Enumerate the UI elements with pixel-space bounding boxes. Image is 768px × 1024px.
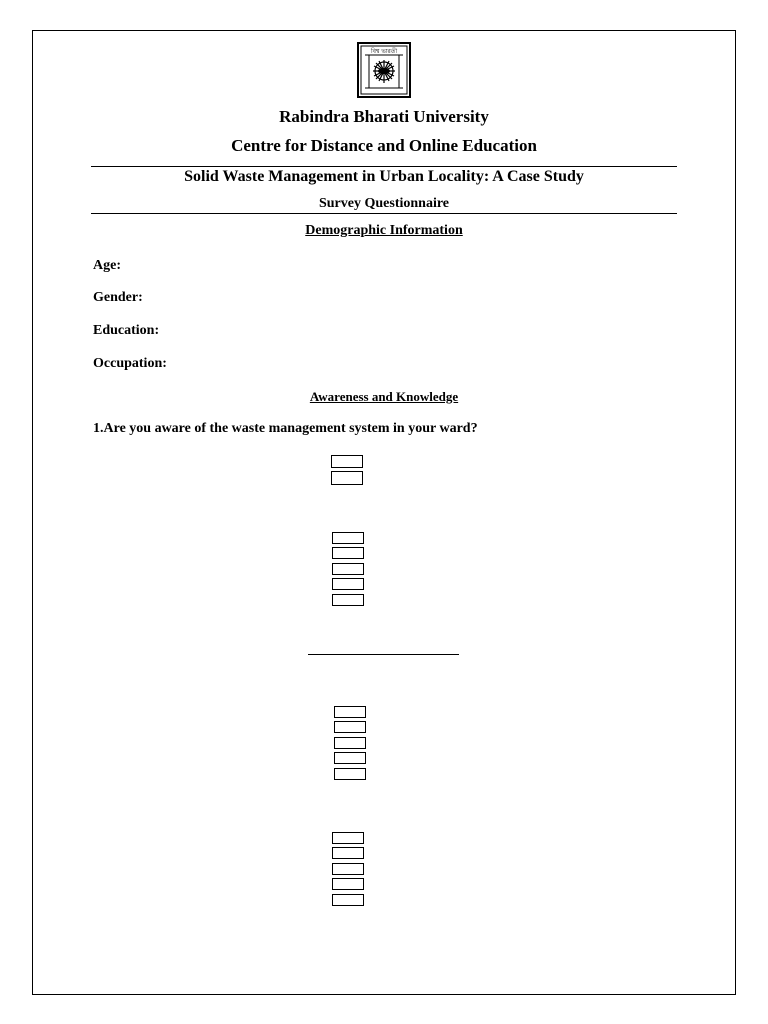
checkbox[interactable]: [332, 563, 364, 575]
university-seal-icon: [357, 42, 411, 98]
checkbox[interactable]: [332, 532, 364, 544]
checkbox[interactable]: [332, 594, 364, 606]
demographics-heading: Demographic Information: [305, 223, 463, 238]
university-name: Rabindra Bharati University: [279, 107, 489, 126]
survey-label: Survey Questionnaire: [318, 196, 450, 211]
checkbox[interactable]: [334, 706, 366, 718]
centre-name: Centre for Distance and Online Education: [231, 136, 537, 155]
age-label: Age:: [93, 258, 121, 273]
question-1: 1.Are you aware of the waste management system in your ward?: [93, 421, 478, 436]
checkbox[interactable]: [331, 455, 363, 468]
divider-top: [91, 166, 677, 167]
checkbox[interactable]: [331, 471, 363, 485]
checkbox[interactable]: [332, 847, 364, 859]
gender-label: Gender:: [93, 290, 143, 305]
checkbox[interactable]: [334, 752, 366, 764]
checkbox[interactable]: [332, 578, 364, 590]
divider-bottom: [91, 213, 677, 214]
awareness-heading: Awareness and Knowledge: [309, 389, 459, 404]
occupation-label: Occupation:: [93, 356, 167, 371]
checkbox[interactable]: [332, 863, 364, 875]
checkbox[interactable]: [332, 547, 364, 559]
svg-text:বিশ্ব ভারতী: বিশ্ব ভারতী: [370, 48, 398, 55]
checkbox[interactable]: [332, 878, 364, 890]
checkbox[interactable]: [334, 721, 366, 733]
checkbox[interactable]: [332, 894, 364, 906]
checkbox[interactable]: [334, 768, 366, 780]
education-label: Education:: [93, 323, 160, 338]
blank-answer-line[interactable]: [308, 654, 459, 655]
study-title: Solid Waste Management in Urban Locality: A Case Study: [184, 168, 584, 185]
checkbox[interactable]: [332, 832, 364, 844]
checkbox[interactable]: [334, 737, 366, 749]
